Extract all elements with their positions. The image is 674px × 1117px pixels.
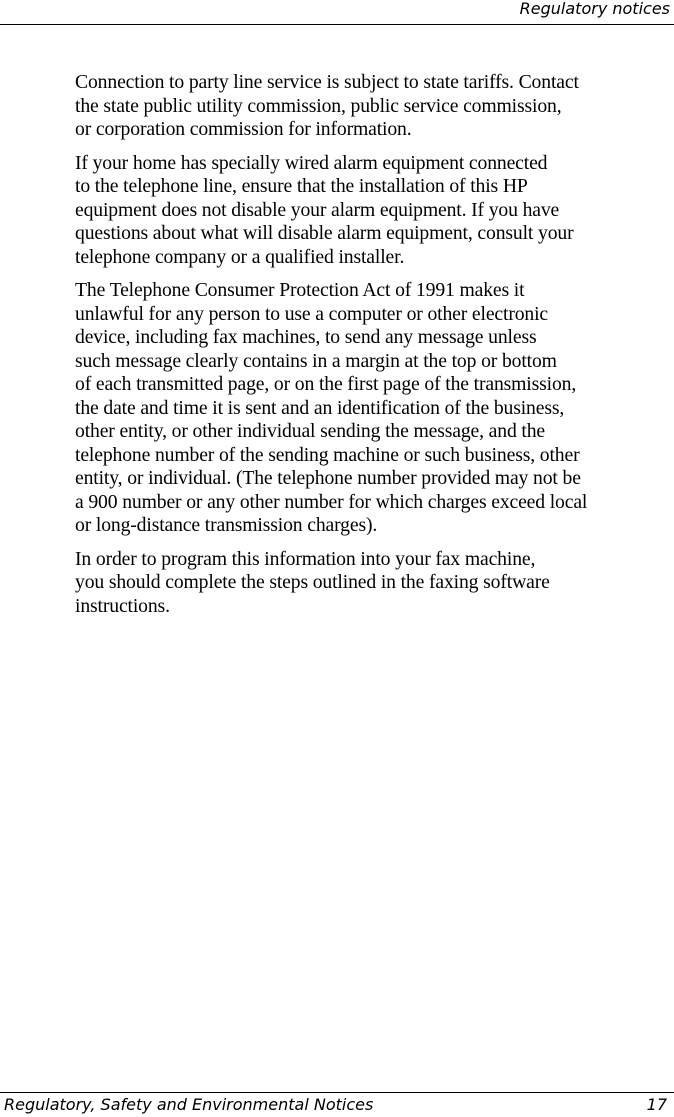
running-header bbox=[0, 0, 674, 25]
paragraph-alarm-equipment: If your home has specially wired alarm equipment connected to the telephone line, ensure that the installation of this HP equipment does not disable your alarm equipment. If you have questions about what will disable alarm equipment, consult your telephone company or a qualified installer. bbox=[75, 151, 574, 268]
section-title: Regulatory notices bbox=[519, 0, 670, 18]
document-body bbox=[75, 71, 671, 628]
running-footer bbox=[0, 1092, 674, 1117]
paragraph-fax-programming: In order to program this information into your fax machine, you should complete the steps outlined in the faxing software instructions. bbox=[75, 547, 550, 617]
page-number: 17 bbox=[646, 1095, 667, 1114]
paragraph-consumer-protection-act: The Telephone Consumer Protection Act of 1991 makes it unlawful for any person to use a computer or other electronic device, including fax machines, to send any message unless such message clearly contains in a margin at the top or bottom of each transmitted page, or on the first page of the transmission, the date and time it is sent and an identification of the business, other entity, or other individual sending the message, and the telephone number of the sending machine or such business, other entity, or individual. (The telephone number provided may not be a 900 number or any other number for which charges exceed local or long-distance transmission charges). bbox=[75, 279, 588, 536]
paragraph-party-line: Connection to party line service is subject to state tariffs. Contact the state public utility commission, public service commission, or corporation commission for information. bbox=[75, 71, 579, 140]
document-title: Regulatory, Safety and Environmental Notices bbox=[4, 1095, 374, 1114]
